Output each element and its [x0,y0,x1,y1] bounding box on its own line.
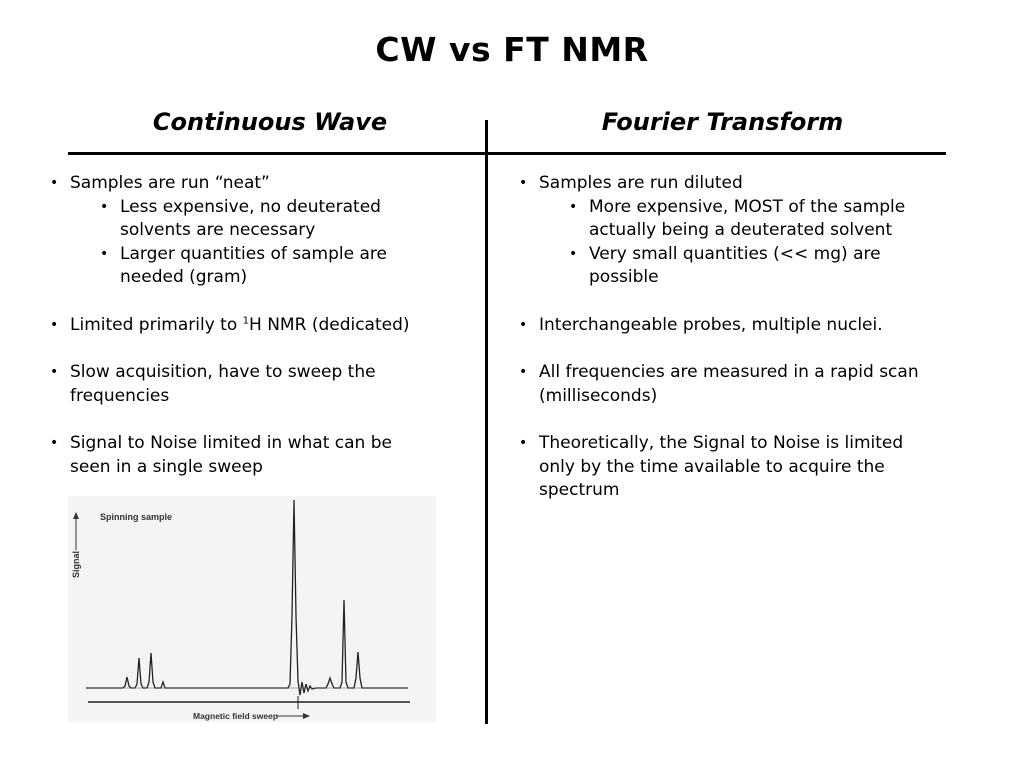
column-divider [485,120,488,724]
left-bullet-3: • Slow acquisition, have to sweep the frequencies [46,361,420,408]
cw-spectrum-figure [68,496,436,722]
right-subbullet-1: • More expensive, MOST of the sample actually being a deuterated solvent [515,196,949,243]
left-subbullet-1: • Less expensive, no deuterated solvents are necessary [46,196,420,243]
right-bullet-3: • All frequencies are measured in a rapid scan (milliseconds) [515,361,959,408]
page-title: CW vs FT NMR [375,30,649,69]
figure-label: Spinning sample [100,512,173,522]
right-header-rule [488,152,946,155]
right-column-heading: Fourier Transform [601,108,844,136]
left-bullet-1: • Samples are run “neat” [46,172,476,196]
figure-x-label: Magnetic field sweep [193,711,279,721]
left-subbullet-2: • Larger quantities of sample are needed (gram) [46,243,420,290]
spectrum-trace [86,500,408,695]
right-bullet-2: • Interchangeable probes, multiple nuclei. [515,314,975,338]
left-header-rule [68,152,486,155]
left-column [46,172,476,479]
right-subbullet-2: • Very small quantities (<< mg) are possible [515,243,919,290]
y-axis-arrowhead [73,512,79,519]
x-axis-arrowhead [303,713,310,719]
spectrum-svg [68,496,436,722]
left-bullet-2: • Limited primarily to $^1$H NMR (dedicated) [46,314,476,338]
left-column-heading: Continuous Wave [152,108,388,136]
right-column [515,172,975,503]
right-bullet-1: • Samples are run diluted [515,172,975,196]
figure-y-label: Signal [71,550,81,578]
left-bullet-4: • Signal to Noise limited in what can be seen in a single sweep [46,432,432,479]
right-bullet-4: • Theoretically, the Signal to Noise is limited only by the time available to acquire the spectrum [515,432,939,503]
